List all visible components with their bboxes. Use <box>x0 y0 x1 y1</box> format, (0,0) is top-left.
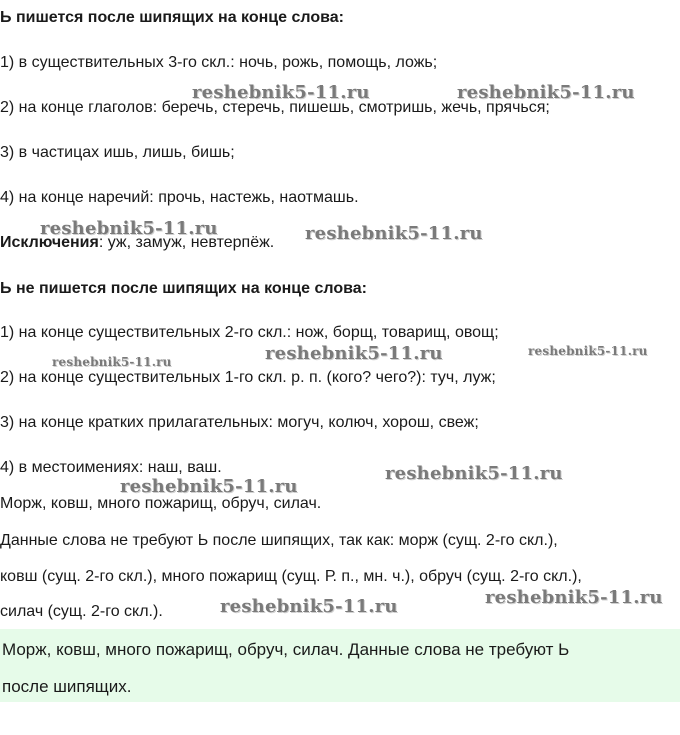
watermark: reshebnik5-11.ru <box>220 596 398 617</box>
answer-box <box>0 629 680 702</box>
watermark: reshebnik5-11.ru <box>528 344 648 358</box>
watermark: reshebnik5-11.ru <box>40 218 218 239</box>
no-rule-2: 2) на конце существительных 1-го скл. р. п. (кого? чего?): туч, луж; <box>0 369 496 386</box>
watermark: reshebnik5-11.ru <box>485 587 663 608</box>
rule-3: 3) в частицах ишь, лишь, бишь; <box>0 144 235 161</box>
exceptions-label: Исключения <box>0 234 99 251</box>
watermark: reshebnik5-11.ru <box>265 343 443 364</box>
answer-line-1: Морж, ковш, много пожарищ, обруч, силач. Данные слова не требуют Ь <box>2 640 570 659</box>
watermark: reshebnik5-11.ru <box>385 463 563 484</box>
rule-1: 1) в существительных 3-го скл.: ночь, рожь, помощь, ложь; <box>0 54 438 71</box>
explanation-line-3: силач (сущ. 2-го скл.). <box>0 603 163 620</box>
words-list: Морж, ковш, много пожарищ, обруч, силач. <box>0 495 322 512</box>
exceptions-text: : уж, замуж, невтерпёж. <box>98 234 275 251</box>
watermark: reshebnik5-11.ru <box>305 223 483 244</box>
watermark: reshebnik5-11.ru <box>457 82 635 103</box>
no-rule-4: 4) в местоимениях: наш, ваш. <box>0 459 222 476</box>
watermark: reshebnik5-11.ru <box>52 355 172 369</box>
rule-2: 2) на конце глаголов: беречь, стеречь, пишешь, смотришь, жечь, прячься; <box>0 99 550 116</box>
heading-soft-sign: Ь пишется после шипящих на конце слова: <box>0 9 344 26</box>
heading-no-soft-sign: Ь не пишется после шипящих на конце слова: <box>0 280 367 297</box>
no-rule-1: 1) на конце существительных 2-го скл.: нож, борщ, товарищ, овощ; <box>0 324 499 341</box>
watermark: reshebnik5-11.ru <box>120 476 298 497</box>
answer-line-2: после шипящих. <box>2 677 132 696</box>
no-rule-3: 3) на конце кратких прилагательных: могуч, колюч, хорош, свеж; <box>0 414 479 431</box>
rule-4: 4) на конце наречий: прочь, настежь, наотмашь. <box>0 189 359 206</box>
watermark: reshebnik5-11.ru <box>192 82 370 103</box>
explanation-line-2: ковш (сущ. 2-го скл.), много пожарищ (сущ. Р. п., мн. ч.), обруч (сущ. 2-го скл.), <box>0 568 582 585</box>
explanation-line-1: Данные слова не требуют Ь после шипящих, так как: морж (сущ. 2-го скл.), <box>0 532 558 549</box>
